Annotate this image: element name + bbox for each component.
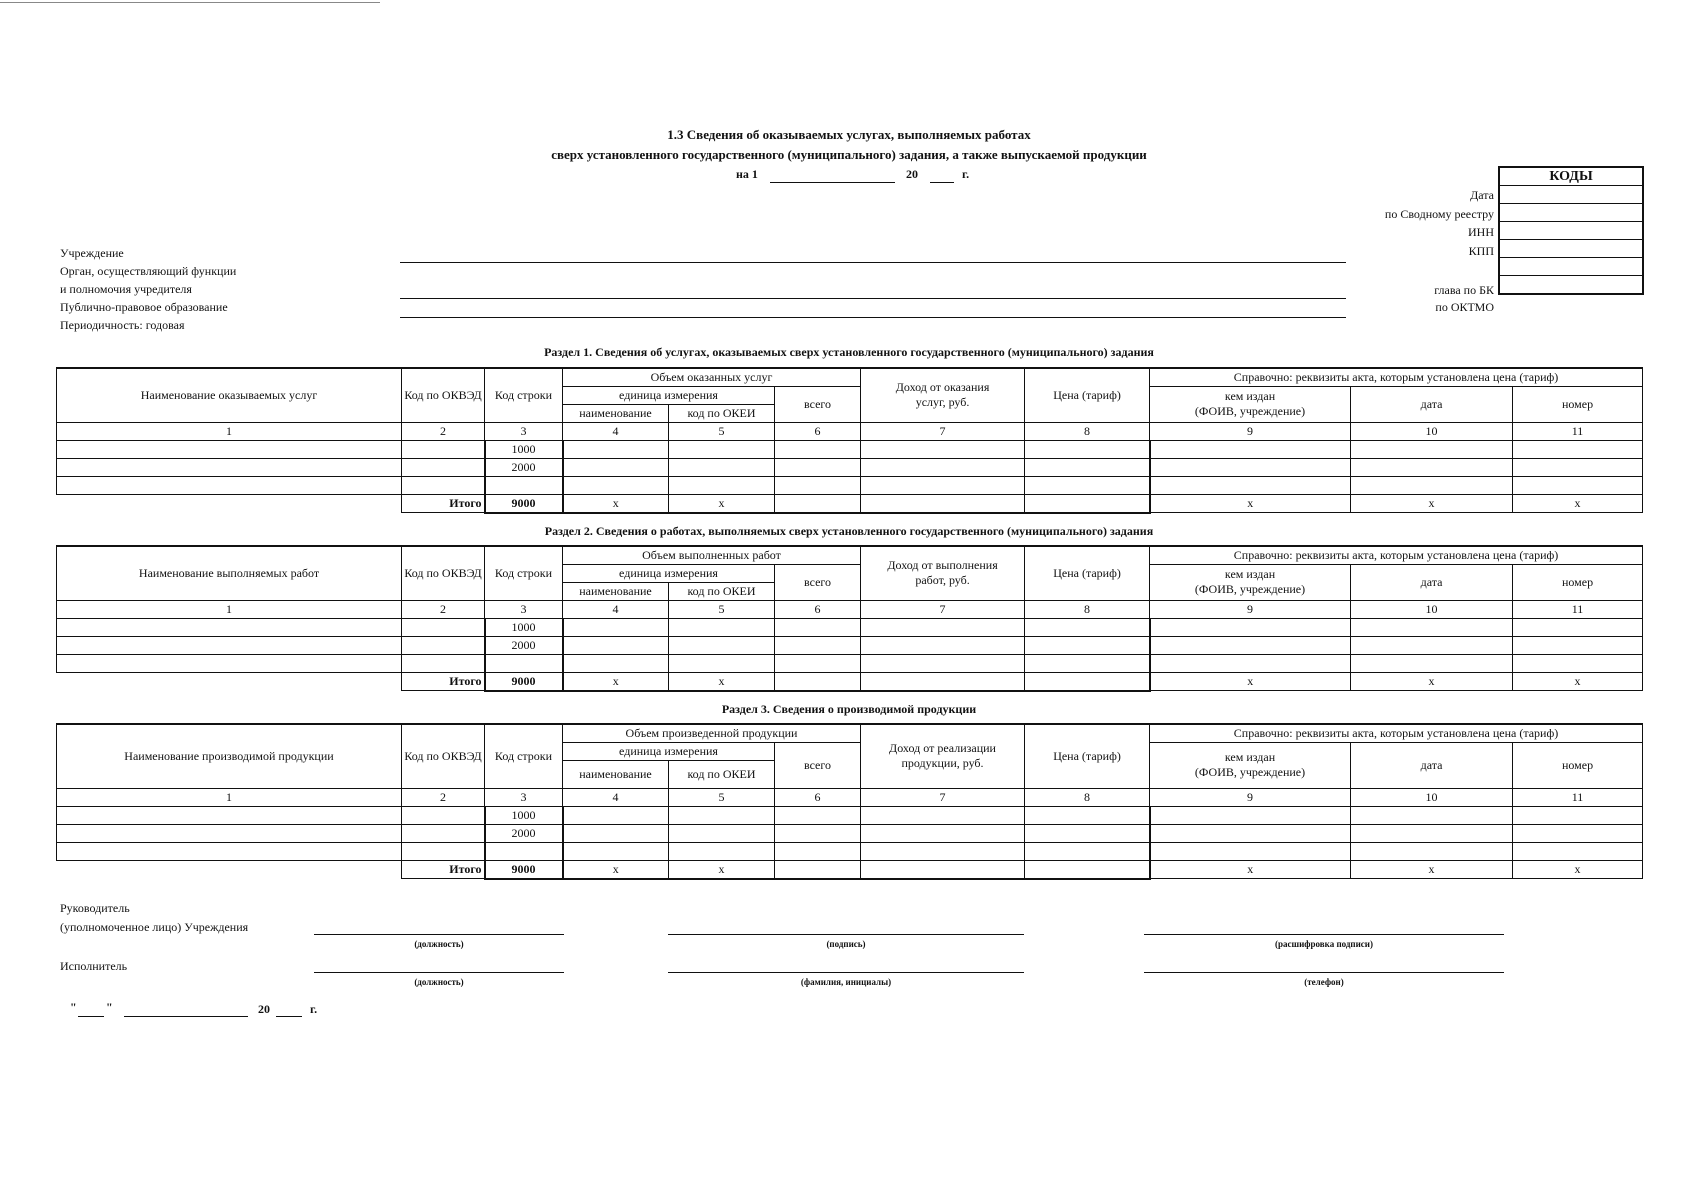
cell-input[interactable]	[1513, 618, 1643, 636]
col-header-okved: Код по ОКВЭД	[402, 368, 485, 422]
cell-input[interactable]	[669, 842, 775, 860]
col-num: 3	[485, 422, 563, 440]
caption-phone: (телефон)	[1304, 977, 1344, 987]
cell-input[interactable]	[1513, 654, 1643, 672]
cell-input[interactable]	[563, 458, 669, 476]
issuer-line1: кем издан	[1224, 389, 1276, 403]
col-num: 10	[1351, 422, 1513, 440]
col-num: 11	[1513, 600, 1643, 618]
col-num: 7	[861, 788, 1025, 806]
total-row	[57, 494, 1643, 513]
cell-input[interactable]	[57, 618, 402, 636]
col-header-issuer	[1150, 742, 1351, 788]
col-num: 4	[563, 422, 669, 440]
founder-body-label-line2: и полномочия учредителя	[60, 282, 192, 296]
income-line1: Доход от выполнения	[887, 558, 998, 573]
section3-title: Раздел 3. Сведения о производимой продукции	[721, 702, 977, 716]
form-title-line1: 1.3 Сведения об оказываемых услугах, выполняемых работах	[667, 127, 1031, 142]
row-code-cell: 1000	[485, 440, 563, 458]
cell-input[interactable]	[775, 806, 861, 824]
cell-input[interactable]	[1513, 636, 1643, 654]
col-header-volume: Объем оказанных услуг	[563, 368, 861, 386]
total-row	[57, 860, 1643, 879]
caption-decode: (расшифровка подписи)	[1275, 939, 1373, 949]
col-header-okei: код по ОКЕИ	[669, 582, 775, 600]
col-header-date: дата	[1351, 564, 1513, 600]
date-day-month-field[interactable]	[770, 182, 895, 183]
cell-input[interactable]	[669, 476, 775, 494]
footer-year-suffix: г.	[310, 1002, 318, 1016]
cell-input[interactable]	[1513, 476, 1643, 494]
cell-input[interactable]	[861, 440, 1025, 458]
col-num: 3	[485, 600, 563, 618]
total-x: x	[1150, 860, 1351, 879]
col-num: 7	[861, 422, 1025, 440]
table-row	[57, 806, 1643, 824]
cell-input[interactable]	[775, 476, 861, 494]
total-cell[interactable]	[1025, 860, 1150, 879]
total-cell[interactable]	[775, 860, 861, 879]
cell-input[interactable]	[1025, 654, 1150, 672]
cell-input[interactable]	[775, 842, 861, 860]
col-num: 1	[57, 788, 402, 806]
total-empty	[57, 672, 402, 691]
col-header-okei: код по ОКЕИ	[669, 404, 775, 422]
cell-input[interactable]	[563, 440, 669, 458]
cell-input[interactable]	[861, 824, 1025, 842]
cell-input[interactable]	[1513, 824, 1643, 842]
cell-input[interactable]	[563, 824, 669, 842]
head-position-field[interactable]	[314, 934, 564, 935]
issuer-line2: (ФОИВ, учреждение)	[1194, 404, 1306, 418]
caption-position: (должность)	[414, 939, 464, 949]
col-num: 1	[57, 422, 402, 440]
code-label-oktmo: по ОКТМО	[1435, 300, 1494, 314]
total-empty	[57, 494, 402, 513]
row-code-cell: 2000	[485, 636, 563, 654]
col-header-unit-name: наименование	[563, 760, 669, 788]
cell-input[interactable]	[1513, 842, 1643, 860]
code-kpp-cell[interactable]	[1499, 240, 1643, 258]
col-header-name: Наименование оказываемых услуг	[57, 368, 402, 422]
total-x: x	[1513, 860, 1643, 879]
total-x: x	[1513, 672, 1643, 691]
table-row	[57, 654, 1643, 672]
total-cell[interactable]	[861, 860, 1025, 879]
cell-input[interactable]	[402, 476, 485, 494]
total-x: x	[563, 494, 669, 513]
cell-input[interactable]	[57, 476, 402, 494]
code-label-kpp: КПП	[1468, 244, 1494, 258]
col-num: 4	[563, 600, 669, 618]
cell-input[interactable]	[1025, 458, 1150, 476]
cell-input[interactable]	[775, 824, 861, 842]
col-num: 10	[1351, 600, 1513, 618]
table-row	[57, 824, 1643, 842]
issuer-line2: (ФОИВ, учреждение)	[1194, 582, 1306, 596]
cell-input[interactable]	[1150, 654, 1351, 672]
col-header-total: всего	[775, 742, 861, 788]
cell-input[interactable]	[1025, 842, 1150, 860]
total-x: x	[1513, 494, 1643, 513]
cell-input[interactable]	[57, 654, 402, 672]
cell-input[interactable]	[402, 636, 485, 654]
cell-input[interactable]	[861, 476, 1025, 494]
row-code-cell	[485, 842, 563, 860]
cell-input[interactable]	[1351, 618, 1513, 636]
cell-input[interactable]	[1150, 636, 1351, 654]
cell-input[interactable]	[861, 842, 1025, 860]
col-header-income	[861, 368, 1025, 422]
total-label: Итого	[402, 672, 485, 691]
section2-table	[56, 545, 1643, 692]
cell-input[interactable]	[669, 654, 775, 672]
col-header-number: номер	[1513, 386, 1643, 422]
code-label-registry: по Сводному реестру	[1384, 207, 1494, 221]
footer-year-prefix: 20	[258, 1002, 270, 1016]
cell-input[interactable]	[563, 806, 669, 824]
head-decode-field[interactable]	[1144, 934, 1504, 935]
cell-input[interactable]	[1150, 476, 1351, 494]
scan-top-edge	[0, 2, 380, 3]
total-label: Итого	[402, 494, 485, 513]
section2-title: Раздел 2. Сведения о работах, выполняемых сверх установленного государственного (муниципального) задания	[544, 524, 1154, 538]
caption-position: (должность)	[414, 977, 464, 987]
cell-input[interactable]	[1351, 654, 1513, 672]
executor-position-field[interactable]	[314, 972, 564, 973]
col-header-volume: Объем выполненных работ	[563, 546, 861, 564]
form-title-line2: сверх установленного государственного (муниципального) задания, а также выпускаемой продукции	[551, 147, 1147, 162]
col-num: 6	[775, 422, 861, 440]
total-code: 9000	[485, 672, 563, 691]
total-x: x	[669, 672, 775, 691]
head-signature-field[interactable]	[668, 934, 1024, 935]
col-header-row-code: Код строки	[485, 546, 563, 600]
col-header-name: Наименование выполняемых работ	[57, 546, 402, 600]
executor-label: Исполнитель	[60, 959, 128, 973]
cell-input[interactable]	[669, 440, 775, 458]
cell-input[interactable]	[861, 618, 1025, 636]
col-num: 10	[1351, 788, 1513, 806]
cell-input[interactable]	[775, 654, 861, 672]
total-x: x	[1351, 860, 1513, 879]
col-num: 6	[775, 600, 861, 618]
founder-body-field[interactable]	[400, 298, 1346, 299]
total-x: x	[1351, 494, 1513, 513]
col-header-price: Цена (тариф)	[1025, 546, 1150, 600]
col-header-total: всего	[775, 564, 861, 600]
date-suffix: г.	[962, 167, 970, 181]
col-header-reference: Справочно: реквизиты акта, которым установлена цена (тариф)	[1150, 546, 1643, 564]
cell-input[interactable]	[402, 618, 485, 636]
cell-input[interactable]	[563, 654, 669, 672]
col-header-price: Цена (тариф)	[1025, 724, 1150, 788]
table-row	[57, 458, 1643, 476]
col-num: 5	[669, 422, 775, 440]
row-code-cell	[485, 476, 563, 494]
total-cell[interactable]	[861, 672, 1025, 691]
cell-input[interactable]	[1513, 806, 1643, 824]
cell-input[interactable]	[402, 842, 485, 860]
cell-input[interactable]	[57, 824, 402, 842]
cell-input[interactable]	[669, 636, 775, 654]
col-header-unit: единица измерения	[563, 742, 775, 760]
cell-input[interactable]	[1025, 824, 1150, 842]
col-header-date: дата	[1351, 386, 1513, 422]
col-header-row-code: Код строки	[485, 724, 563, 788]
col-header-reference: Справочно: реквизиты акта, которым установлена цена (тариф)	[1150, 724, 1643, 742]
code-label-inn: ИНН	[1468, 225, 1494, 239]
cell-input[interactable]	[1150, 806, 1351, 824]
total-x: x	[1150, 494, 1351, 513]
cell-input[interactable]	[1150, 440, 1351, 458]
footer-day-field[interactable]	[78, 1016, 104, 1017]
cell-input[interactable]	[1025, 636, 1150, 654]
cell-input[interactable]	[1150, 842, 1351, 860]
cell-input[interactable]	[861, 654, 1025, 672]
table-row	[57, 636, 1643, 654]
cell-input[interactable]	[57, 458, 402, 476]
periodicity-label: Периодичность: годовая	[60, 318, 185, 332]
total-row	[57, 672, 1643, 691]
col-header-row-code: Код строки	[485, 368, 563, 422]
executor-name-field[interactable]	[668, 972, 1024, 973]
cell-input[interactable]	[57, 440, 402, 458]
col-num: 3	[485, 788, 563, 806]
cell-input[interactable]	[57, 806, 402, 824]
date-year-prefix: 20	[906, 167, 918, 181]
issuer-line1: кем издан	[1224, 750, 1276, 764]
col-num: 11	[1513, 422, 1643, 440]
col-header-price: Цена (тариф)	[1025, 368, 1150, 422]
issuer-line2: (ФОИВ, учреждение)	[1194, 765, 1306, 779]
cell-input[interactable]	[861, 806, 1025, 824]
cell-input[interactable]	[1025, 806, 1150, 824]
col-num: 8	[1025, 600, 1150, 618]
cell-input[interactable]	[775, 636, 861, 654]
cell-input[interactable]	[1025, 618, 1150, 636]
cell-input[interactable]	[861, 458, 1025, 476]
cell-input[interactable]	[1351, 636, 1513, 654]
income-line2: услуг, руб.	[915, 395, 970, 410]
code-budget-head-cell[interactable]	[1499, 258, 1643, 276]
cell-input[interactable]	[402, 458, 485, 476]
cell-input[interactable]	[1351, 824, 1513, 842]
col-header-unit-name: наименование	[563, 404, 669, 422]
total-code: 9000	[485, 860, 563, 879]
cell-input[interactable]	[1150, 824, 1351, 842]
cell-input[interactable]	[402, 654, 485, 672]
cell-input[interactable]	[402, 440, 485, 458]
caption-name: (фамилия, инициалы)	[800, 977, 892, 987]
date-year-field[interactable]	[930, 182, 954, 183]
col-header-issuer	[1150, 386, 1351, 422]
table-row	[57, 618, 1643, 636]
cell-input[interactable]	[563, 842, 669, 860]
col-header-income	[861, 724, 1025, 788]
col-header-date: дата	[1351, 742, 1513, 788]
cell-input[interactable]	[563, 618, 669, 636]
col-num: 7	[861, 600, 1025, 618]
total-label: Итого	[402, 860, 485, 879]
table-row	[57, 476, 1643, 494]
total-x: x	[669, 860, 775, 879]
col-num: 2	[402, 600, 485, 618]
cell-input[interactable]	[669, 458, 775, 476]
public-entity-label: Публично-правовое образование	[60, 300, 228, 314]
col-header-okei: код по ОКЕИ	[669, 760, 775, 788]
cell-input[interactable]	[1351, 458, 1513, 476]
col-header-okved: Код по ОКВЭД	[402, 546, 485, 600]
row-code-cell: 1000	[485, 806, 563, 824]
codes-title: КОДЫ	[1499, 167, 1643, 186]
cell-input[interactable]	[1150, 458, 1351, 476]
institution-label: Учреждение	[60, 246, 124, 260]
total-x: x	[1150, 672, 1351, 691]
col-num: 5	[669, 600, 775, 618]
col-header-unit-name: наименование	[563, 582, 669, 600]
cell-input[interactable]	[1150, 618, 1351, 636]
cell-input[interactable]	[1351, 440, 1513, 458]
head-label-line2: (уполномоченное лицо) Учреждения	[60, 920, 249, 934]
code-label-budget-head: глава по БК	[1434, 283, 1494, 297]
cell-input[interactable]	[1351, 476, 1513, 494]
total-x: x	[563, 672, 669, 691]
cell-input[interactable]	[1351, 842, 1513, 860]
footer-year-field[interactable]	[276, 1016, 302, 1017]
income-line2: работ, руб.	[915, 573, 970, 588]
row-code-cell: 2000	[485, 458, 563, 476]
date-prefix: на 1	[736, 167, 758, 181]
table-row	[57, 440, 1643, 458]
head-label-line1: Руководитель	[60, 901, 130, 915]
col-num: 1	[57, 600, 402, 618]
issuer-line1: кем издан	[1224, 567, 1276, 581]
section1-title: Раздел 1. Сведения об услугах, оказываемых сверх установленного государственного (муниципального) задания	[544, 345, 1154, 359]
col-header-reference: Справочно: реквизиты акта, которым установлена цена (тариф)	[1150, 368, 1643, 386]
total-x: x	[563, 860, 669, 879]
cell-input[interactable]	[861, 636, 1025, 654]
code-inn-cell[interactable]	[1499, 222, 1643, 240]
row-code-cell: 2000	[485, 824, 563, 842]
col-num: 9	[1150, 788, 1351, 806]
code-oktmo-cell[interactable]	[1499, 276, 1643, 295]
income-line1: Доход от оказания	[895, 380, 990, 395]
total-cell[interactable]	[775, 494, 861, 513]
income-line1: Доход от реализации	[889, 741, 996, 756]
total-cell[interactable]	[1025, 672, 1150, 691]
date-quote-close: "	[106, 1000, 113, 1014]
cell-input[interactable]	[669, 806, 775, 824]
cell-input[interactable]	[1025, 440, 1150, 458]
total-cell[interactable]	[1025, 494, 1150, 513]
col-header-number: номер	[1513, 564, 1643, 600]
col-header-number: номер	[1513, 742, 1643, 788]
col-num: 8	[1025, 422, 1150, 440]
col-header-total: всего	[775, 386, 861, 422]
institution-field[interactable]	[400, 262, 1346, 263]
table-row	[57, 842, 1643, 860]
cell-input[interactable]	[1513, 458, 1643, 476]
cell-input[interactable]	[775, 458, 861, 476]
col-num: 4	[563, 788, 669, 806]
total-x: x	[1351, 672, 1513, 691]
cell-input[interactable]	[1513, 440, 1643, 458]
total-x: x	[669, 494, 775, 513]
col-header-volume: Объем произведенной продукции	[563, 724, 861, 742]
col-num: 2	[402, 422, 485, 440]
col-num: 9	[1150, 600, 1351, 618]
cell-input[interactable]	[402, 824, 485, 842]
section1-table	[56, 367, 1643, 514]
total-empty	[57, 860, 402, 879]
col-num: 8	[1025, 788, 1150, 806]
col-header-okved: Код по ОКВЭД	[402, 724, 485, 788]
col-num: 6	[775, 788, 861, 806]
founder-body-label-line1: Орган, осуществляющий функции	[60, 264, 237, 278]
col-num: 2	[402, 788, 485, 806]
total-cell[interactable]	[861, 494, 1025, 513]
executor-phone-field[interactable]	[1144, 972, 1504, 973]
col-header-name: Наименование производимой продукции	[57, 724, 402, 788]
cell-input[interactable]	[402, 806, 485, 824]
cell-input[interactable]	[57, 636, 402, 654]
col-header-unit: единица измерения	[563, 564, 775, 582]
col-num: 11	[1513, 788, 1643, 806]
cell-input[interactable]	[1351, 806, 1513, 824]
col-num: 9	[1150, 422, 1351, 440]
section3-table	[56, 723, 1643, 880]
cell-input[interactable]	[669, 618, 775, 636]
codes-box	[1498, 166, 1644, 295]
row-code-cell: 1000	[485, 618, 563, 636]
footer-month-field[interactable]	[124, 1016, 248, 1017]
col-header-issuer	[1150, 564, 1351, 600]
cell-input[interactable]	[563, 476, 669, 494]
date-quote-open: "	[70, 1000, 77, 1014]
cell-input[interactable]	[563, 636, 669, 654]
row-code-cell	[485, 654, 563, 672]
cell-input[interactable]	[1025, 476, 1150, 494]
public-entity-field[interactable]	[400, 317, 1346, 318]
cell-input[interactable]	[775, 618, 861, 636]
col-header-unit: единица измерения	[563, 386, 775, 404]
cell-input[interactable]	[57, 842, 402, 860]
income-line2: продукции, руб.	[901, 756, 984, 771]
cell-input[interactable]	[775, 440, 861, 458]
col-header-income	[861, 546, 1025, 600]
caption-signature: (подпись)	[826, 939, 866, 949]
code-label-date: Дата	[1470, 188, 1494, 202]
code-registry-cell[interactable]	[1499, 204, 1643, 222]
col-num: 5	[669, 788, 775, 806]
total-code: 9000	[485, 494, 563, 513]
total-cell[interactable]	[775, 672, 861, 691]
code-date-cell[interactable]	[1499, 186, 1643, 204]
cell-input[interactable]	[669, 824, 775, 842]
